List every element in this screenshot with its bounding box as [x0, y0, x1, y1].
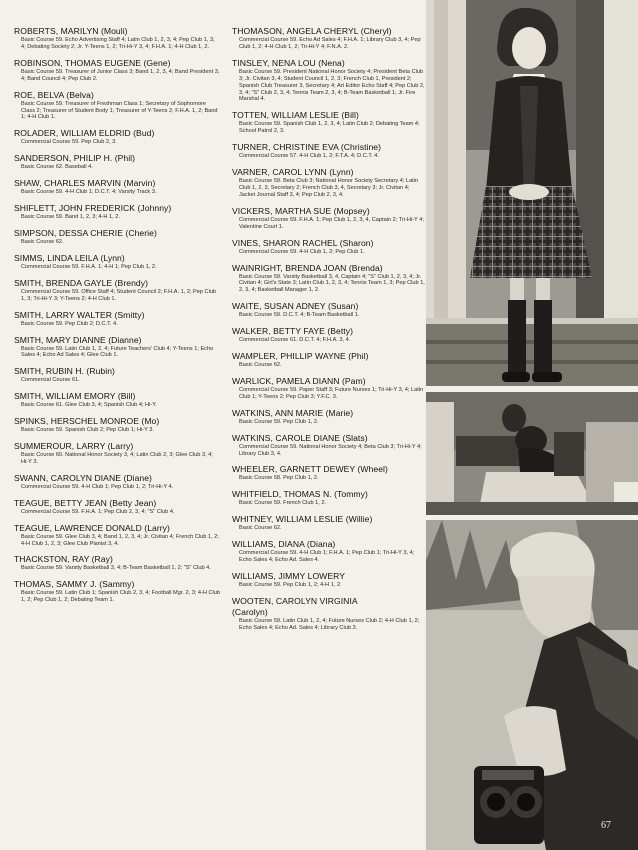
student-entry: [14, 310, 220, 328]
student-name: WHEELER, GARNETT DEWEY (Wheel): [232, 464, 388, 475]
student-activities: Basic Course 59. 4-H Club 1; D.C.T. 4; Varsity Track 3.: [21, 189, 157, 196]
student-entry: [14, 128, 220, 146]
student-entry: [232, 489, 426, 507]
student-entry: [14, 58, 220, 83]
student-entry: [14, 335, 220, 360]
student-entry: [14, 278, 220, 303]
student-entry: [232, 596, 426, 632]
student-name: TINSLEY, NENA LOU (Nena): [232, 57, 345, 68]
student-entry: [232, 514, 426, 532]
student-entry: [232, 351, 426, 369]
student-entry: [232, 408, 426, 426]
student-entry: [14, 90, 220, 122]
student-name: WATKINS, CAROLE DIANE (Slats): [232, 432, 368, 443]
student-name: WAINRIGHT, BRENDA JOAN (Brenda): [232, 262, 383, 273]
student-entry: [232, 376, 426, 401]
student-activities: Basic Course 62.: [239, 362, 282, 369]
student-entry: [14, 554, 220, 572]
student-activities: Basic Course 59. Pep Club 1, 2; 4-H 1, 2.: [239, 582, 342, 588]
student-activities: Basic Course 61. Glee Club 3, 4; Spanish Club 4; Hi-Y.: [21, 402, 157, 409]
student-name: ROBERTS, MARILYN (Mouli): [14, 26, 128, 36]
student-name: VICKERS, MARTHA SUE (Mopsey): [232, 205, 370, 216]
student-entry: [14, 253, 220, 271]
student-activities: Basic Course 59. Latin Club 1, 2, 4; Future Teachers' Club 4; Y-Teens 1; Echo Sales 4; Echo Ad Sales 4; Glee Club 1.: [21, 345, 214, 359]
student-name: WATKINS, ANN MARIE (Marie): [232, 407, 354, 418]
student-entry: [14, 203, 220, 221]
student-name: THOMASON, ANGELA CHERYL (Cheryl): [232, 26, 392, 36]
student-activities: Basic Course 59. Spanish Club 2; Pep Club 1; Hi-Y 3.: [21, 427, 154, 434]
student-entry: [232, 238, 426, 256]
student-activities: Basic Course 59. Latin Club 1; Spanish Club 2, 3, 4; Football Mgr. 2, 3; 4-H Club 1, 2; Pep Club 1, 2; Debating Team 1.: [21, 590, 220, 604]
student-entry: [14, 473, 220, 491]
student-activities: Basic Course 60. National Honor Society 3, 4; Latin Club 2, 3; Glee Club 3, 4; Hi-Y 3.: [21, 452, 213, 465]
student-entry: [232, 464, 426, 482]
student-entry: [232, 167, 426, 199]
student-activities: Basic Course 59. Varsity Basketball 3, 4, Captain 4; "S" Club 1, 2, 3, 4; Jr. Civitan 4; Girl's State 3; Latin Club 1, 2, 3, 4; Tennis Team 1, 3; Pep Club 1, 2, 3, 4; Basketball Manager 1, 2.: [239, 273, 425, 294]
student-activities: Commercial Course 59. F.H.A. 1; Pep Club 2, 3, 4; "S" Club 4.: [21, 508, 175, 515]
student-entry: [232, 301, 426, 319]
student-entry: [14, 178, 220, 196]
student-activities: Basic Course 59. Treasurer of Junior Class 3; Band 1, 2, 3, 4; Band President 3, 4; Band Council 4; Pep Club 2.: [21, 68, 220, 82]
student-entry: [14, 523, 220, 548]
student-activities: Commercial Course 59. Office Staff 4; Student Council 2; F.H.A. 1, 2; Pep Club 1, 3; Tri-Hi-Y 3; Y-Teens 2; 4-H Club 1.: [21, 288, 217, 302]
student-name: SUMMEROUR, LARRY (Larry): [14, 441, 134, 452]
student-entry: [14, 153, 220, 171]
student-activities: Basic Course 59. Band 1, 2, 3; 4-H 1, 2.: [21, 214, 120, 221]
student-name: WILLIAMS, JIMMY LOWERY: [232, 571, 345, 581]
student-entry: [14, 391, 220, 409]
student-activities: Commercial Course 59. Paper Staff 3; Future Nurses 1; Tri-Hi-Y 3, 4; Latin Club 1; Y-Teens 2; Pep Club 3; Y.F.C. 3.: [239, 386, 424, 400]
student-entry: [14, 579, 220, 604]
student-name: TURNER, CHRISTINE EVA (Christine): [232, 142, 382, 153]
student-name: SMITH, WILLIAM EMORY (Bill): [14, 391, 136, 402]
student-entry: [232, 58, 426, 104]
student-name: ROE, BELVA (Belva): [14, 89, 94, 100]
student-activities: Commercial Course 61.: [21, 377, 80, 384]
student-name: SPINKS, HERSCHEL MONROE (Mo): [14, 416, 160, 427]
student-entry: [232, 539, 426, 564]
student-entry: [14, 498, 220, 516]
student-activities: Basic Course 59. Pep Club 2; D.C.T. 4.: [21, 320, 118, 327]
student-activities: Basic Course 59. Treasurer of Freshman Class 1; Secretary of Sophomore Class 2; Treasurer of Student Body 1; Treasurer of Y-Teens 2; F.H.A. 1, 2; Band 1; 4-H Club 1.: [21, 100, 218, 121]
student-activities: Basic Course 59. President National Honor Society 4; President Beta Club 3; Jr. Civitan 3, 4; Student Council 1, 2, 3; French Club 1, President 2; Spanish Club Treasurer 3, Secretary 4; Art Editor Echo Staff 4; Pep Club 2, 3, 4; "S" Club 2, 3, 4; Tennis Team 2, 3, 4; B-Team Basketball 1; Jr. Fire Marshal 4.: [239, 68, 425, 103]
student-name: SHIFLETT, JOHN FREDERICK (Johnny): [14, 203, 172, 214]
student-name: WARLICK, PAMELA DIANN (Pam): [232, 375, 366, 386]
student-name: SMITH, MARY DIANNE (Dianne): [14, 334, 142, 345]
student-name: WILLIAMS, DIANA (Diana): [232, 539, 336, 550]
student-name: WAMPLER, PHILLIP WAYNE (Phil): [232, 351, 369, 362]
student-name: SMITH, LARRY WALTER (Smitty): [14, 309, 145, 320]
photo-students-studying-illustration: [426, 392, 638, 515]
photo-boy-with-camera: [426, 520, 638, 850]
student-name: TEAGUE, LAWRENCE DONALD (Larry): [14, 522, 170, 533]
student-name: SHAW, CHARLES MARVIN (Marvin): [14, 178, 156, 189]
student-activities: Basic Course 59. Latin Club 1, 2, 4; Future Nurses Club 2; 4-H Club 1, 2; Echo Sales 4; Echo Ad. Sales 4; Library Club 3.: [239, 617, 420, 631]
student-activities: Commercial Course 61. D.C.T. 4; F.H.A. 3, 4.: [239, 337, 351, 344]
student-name: ROBINSON, THOMAS EUGENE (Gene): [14, 57, 171, 68]
student-activities: Basic Course 59. Glee Club 3, 4; Band 1, 2, 3, 4; Jr. Civitan 4; French Club 1, 2; 4-H Club 1, 2, 3; Glee Club Pianist 3, 4.: [21, 533, 219, 547]
student-activities: Basic Course 62. Baseball 4.: [21, 164, 93, 171]
student-activities: Commercial Course 59. 4-H Club 1; Pep Club 1, 2; Tri-Hi-Y 4.: [21, 483, 174, 490]
student-name: WHITFIELD, THOMAS N. (Tommy): [232, 489, 368, 500]
photo-boy-with-camera-illustration: [426, 520, 638, 850]
student-activities: Basic Course 59. Varsity Basketball 3, 4; B-Team Basketball 1, 2; "S" Club 4.: [21, 565, 211, 572]
student-name: SIMPSON, DESSA CHERIE (Cherie): [14, 227, 157, 238]
student-activities: Basic Course 62.: [239, 525, 282, 532]
student-activities: Basic Course 59. French Club 1, 2.: [239, 500, 327, 507]
student-activities: Basic Course 59. Beta Club 3; National Honor Society Secretary 4; Latin Club 1, 2, 3, Secretary 2; French Club 3, 4, Secretary 3; Jr. Civitan 4; Jacket Journal Staff 3, 4; Pep Club 2, 3, 4.: [239, 178, 419, 198]
student-name: THOMAS, SAMMY J. (Sammy): [14, 579, 135, 590]
student-activities: Basic Course 59. Spanish Club 1, 2, 3, 4; Latin Club 2; Debating Team 4; School Patrol 2, 3.: [239, 121, 420, 135]
student-activities: Basic Course 59. Echo Advertising Staff 4; Latin Club 1, 2, 3, 4; Pep Club 1, 3, 4; Debating Society 2; Jr. Y-Teens 1, 2; Tri-Hi-Y 3, 4; F.H.A. 1; 4-H Club 1, 2.: [21, 37, 215, 50]
student-entry: [14, 366, 220, 384]
student-name: SWANN, CAROLYN DIANE (Diane): [14, 472, 152, 483]
student-entry: [232, 206, 426, 231]
student-activities: Commercial Course 59. Echo Ad Sales 4; F.H.A. 1; Library Club 3, 4; Pep Club 1, 2; 4-H Club 1, 2; Tri-Hi-Y 4; F.N.A. 2.: [239, 37, 421, 50]
student-entry: [232, 571, 426, 589]
student-name: TOTTEN, WILLIAM LESLIE (Bill): [232, 110, 359, 121]
student-activities: Basic Course 58. Pep Club 1, 2.: [239, 475, 319, 482]
student-name: WHITNEY, WILLIAM LESLIE (Willie): [232, 514, 373, 525]
student-name: SMITH, RUBIN H. (Rubin): [14, 366, 115, 377]
right-column: [232, 26, 426, 639]
photo-girl-standing-illustration: [426, 0, 638, 386]
student-entry: [232, 26, 426, 51]
photo-girl-standing: [426, 0, 638, 386]
student-name: WAITE, SUSAN ADNEY (Susan): [232, 301, 359, 312]
student-activities: Basic Course 62.: [21, 238, 64, 245]
student-activities: Commercial Course 59. 4-H Club 1; F.H.A. 1; Pep Club 1; Tri-Hi-Y 3, 4; Echo Sales 4; Echo Ad. Sales 4.: [239, 550, 415, 564]
student-name: SIMMS, LINDA LEILA (Lynn): [14, 252, 125, 263]
student-entry: [14, 416, 220, 434]
student-entry: [232, 326, 426, 344]
left-column: [14, 26, 220, 611]
student-name: TEAGUE, BETTY JEAN (Betty Jean): [14, 497, 157, 508]
photo-students-studying: [426, 392, 638, 515]
student-name: WALKER, BETTY FAYE (Betty): [232, 326, 354, 337]
student-name: WOOTEN, CAROLYN VIRGINIA (Carolyn): [232, 595, 358, 617]
student-activities: Commercial Course 59. F.H.A. 1; Pep Club 1, 2, 3, 4, Captain 2; Tri-Hi-Y 4; Valentine Court 1.: [239, 216, 424, 230]
student-entry: [14, 26, 220, 51]
student-name: VINES, SHARON RACHEL (Sharon): [232, 237, 374, 248]
student-name: THACKSTON, RAY (Ray): [14, 554, 113, 565]
student-activities: Basic Course 59. Pep Club 1, 2.: [239, 418, 319, 425]
student-entry: [14, 441, 220, 466]
student-activities: Commercial Course 59. Pep Club 2, 3.: [21, 139, 117, 146]
page-number: 67: [601, 820, 611, 831]
student-entry: [232, 142, 426, 160]
student-entry: [232, 263, 426, 295]
student-activities: Commercial Course 59. National Honor Society 4; Beta Club 3; Tri-Hi-Y 4; Library Club 3, 4.: [239, 443, 422, 457]
student-activities: Commercial Course 57. 4-H Club 1, 2; F.T.A. 4; D.C.T. 4.: [239, 153, 379, 160]
student-entry: [232, 110, 426, 135]
student-name: SMITH, BRENDA GAYLE (Brendy): [14, 277, 148, 288]
student-activities: Commercial Course 59. F.H.A. 1; 4-H 1; Pep Club 1, 2.: [21, 263, 157, 270]
student-name: VARNER, CAROL LYNN (Lynn): [232, 167, 354, 178]
student-entry: [232, 433, 426, 458]
student-name: SANDERSON, PHILIP H. (Phil): [14, 153, 136, 164]
student-activities: Commercial Course 59. 4-H Club 1, 2; Pep Club 1.: [239, 248, 365, 255]
student-name: ROLADER, WILLIAM ELDRID (Bud): [14, 128, 155, 139]
student-activities: Basic Course 59. D.C.T. 4; B-Team Basketball 1.: [239, 312, 360, 319]
student-entry: [14, 228, 220, 246]
